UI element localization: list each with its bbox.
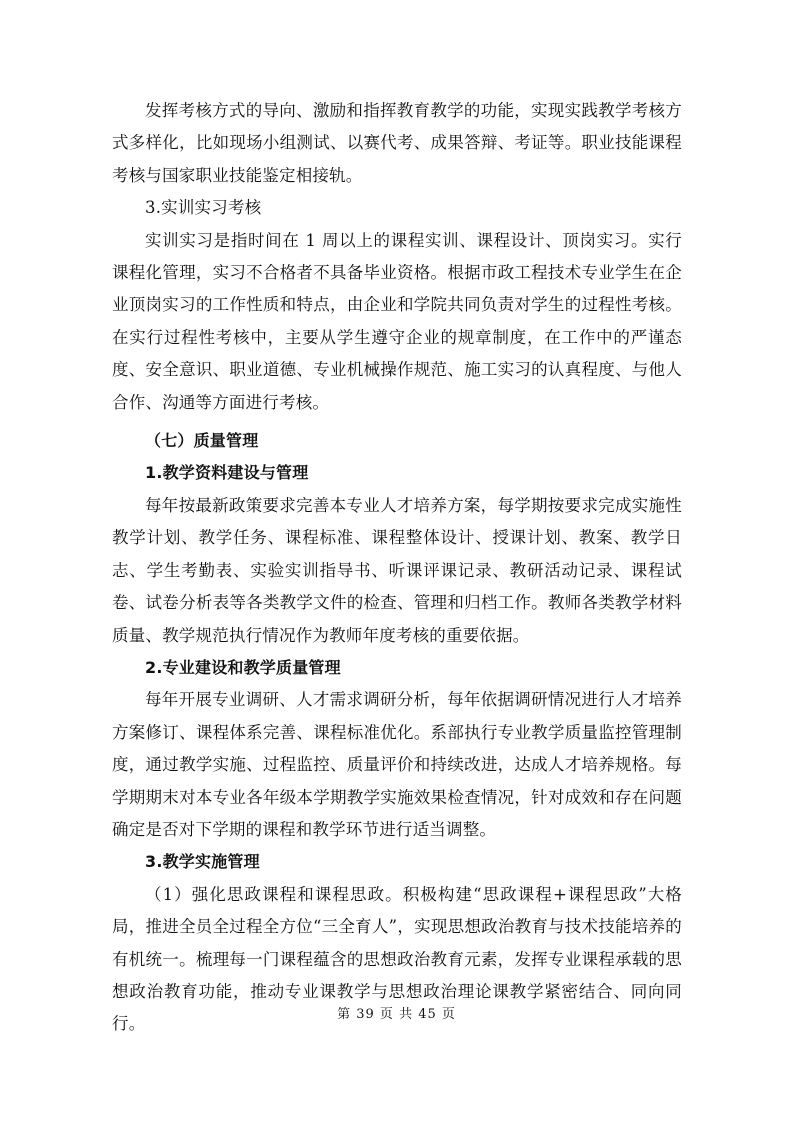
paragraph-teaching-materials: 每年按最新政策要求完善本专业人才培养方案，每学期按要求完成实施性教学计划、教学任务、课程标准、课程整体设计、授课计划、教案、教学日志、学生考勤表、实验实训指导书、听课评课记录、教研活动记录、课程试卷、试卷分析表等各类教学文件的检查、管理和归档工作。教师各类教学材料质量、教学规范执行情况作为教师年度考核的重要依据。 <box>112 495 682 645</box>
subheading-teaching-implementation: 3.教学实施管理 <box>145 852 260 872</box>
paragraph-assessment-methods: 发挥考核方式的导向、激励和指挥教育教学的功能，实现实践教学考核方式多样化，比如现场小组测试、以赛代考、成果答辩、考证等。职业技能课程考核与国家职业技能鉴定相接轨。 <box>112 101 682 185</box>
document-body <box>112 95 682 1041</box>
subheading-internship-assessment: 3.实训实习考核 <box>145 198 262 218</box>
paragraph-internship-assessment: 实训实习是指时间在 1 周以上的课程实训、课程设计、顶岗实习。实行课程化管理，实习不合格者不具备毕业资格。根据市政工程技术专业学生在企业顶岗实习的工作性质和特点，由企业和学院共同负责对学生的过程性考核。在实行过程性考核中，主要从学生遵守企业的规章制度，在工作中的严谨态度、安全意识、职业道德、专业机械操作规范、施工实习的认真程度、与他人合作、沟通等方面进行考核。 <box>112 230 682 412</box>
paragraph-program-quality: 每年开展专业调研、人才需求调研分析，每年依据调研情况进行人才培养方案修订、课程体系完善、课程标准优化。系部执行专业教学质量监控管理制度，通过教学实施、过程监控、质量评价和持续改进，达成人才培养规格。每学期期末对本专业各年级本学期教学实施效果检查情况，针对成效和存在问题确定是否对下学期的课程和教学环节进行适当调整。 <box>112 690 682 839</box>
section-heading-quality-management: （七）质量管理 <box>145 431 259 451</box>
page-number-footer: 第 39 页 共 45 页 <box>337 1007 456 1022</box>
subheading-program-quality: 2.专业建设和教学质量管理 <box>145 657 341 677</box>
subheading-teaching-materials: 1.教学资料建设与管理 <box>145 463 309 483</box>
paragraph-ideological-education: （1）强化思政课程和课程思政。积极构建“思政课程+课程思政”大格局，推进全员全过程全方位“三全育人”，实现思想政治教育与技术技能培养的有机统一。梳理每一门课程蕴含的思想政治教育元素，发挥专业课程承载的思想政治教育功能，推动专业课教学与思想政治理论课教学紧密结合、同向同行。 <box>112 884 682 1034</box>
